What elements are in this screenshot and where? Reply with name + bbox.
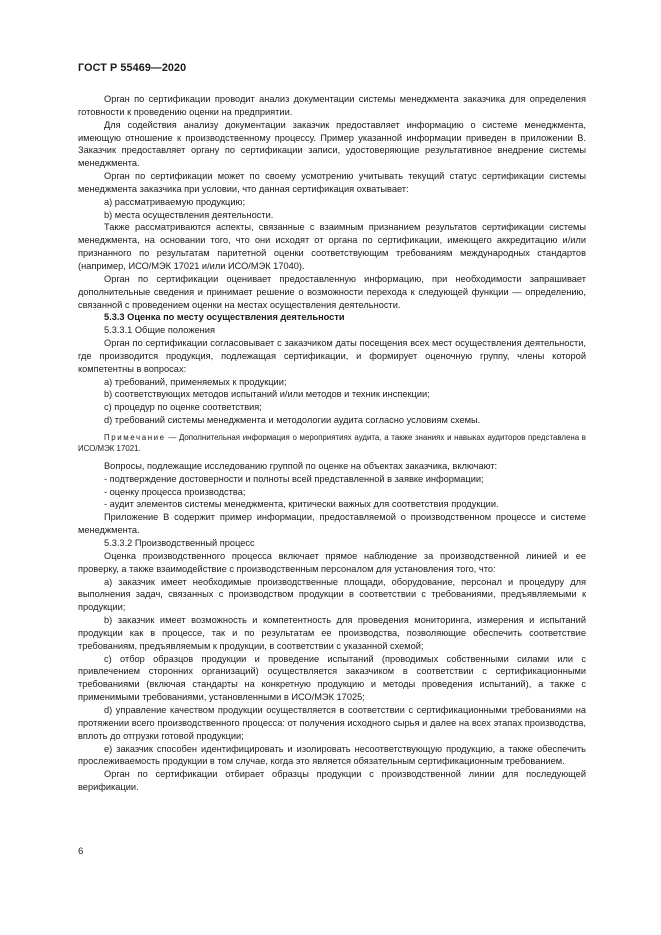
paragraph: Для содействия анализу документации заказчик предоставляет информацию о системе менеджмента, имеющую отношение к производственному процессу. Пример указанной информации приведен в приложении В. Заказчик предоставляет органу по сертификации записи, удостоверяющие результативное внедрение системы менеджмента. [78, 119, 586, 169]
list-item: e) заказчик способен идентифицировать и изолировать несоответствующую продукцию, а также обеспечить прослеживаемость продукции в том случае, когда это является обязательным сертификационным требованием. [78, 743, 586, 767]
page-number: 6 [78, 846, 84, 857]
paragraph: Орган по сертификации проводит анализ документации системы менеджмента заказчика для определения готовности к проведению оценки на предприятии. [78, 94, 586, 117]
list-item: c) отбор образцов продукции и проведение испытаний (проводимых собственными силами или с привлечением сторонних организаций) осуществляется заказчиком в соответствии с сертификационными требованиями (включая стандарты на конкретную продукцию и методы проведения испытаний), а также с применимыми требованиями, установленными в ИСО/МЭК 17025; [78, 653, 586, 703]
paragraph: Вопросы, подлежащие исследованию группой по оценке на объектах заказчика, включают: [104, 460, 498, 471]
note-label: Примечание [104, 432, 166, 442]
list-item: d) требований системы менеджмента и методологии аудита согласно условиям схемы. [104, 415, 481, 426]
subsection-heading: 5.3.3.1 Общие положения [104, 325, 215, 336]
note-text: — Дополнительная информация о мероприятиях аудита, а также знаниях и навыках аудиторов представлена в ИСО/МЭК 17021. [78, 432, 586, 453]
paragraph: Орган по сертификации может по своему усмотрению учитывать текущий статус сертификации системы менеджмента заказчика при условии, что данная сертификация охватывает: [78, 171, 586, 194]
list-item: - аудит элементов системы менеджмента, критически важных для соответствия продукции. [104, 499, 499, 510]
document-code-header: ГОСТ Р 55469—2020 [78, 62, 187, 74]
note [78, 432, 586, 454]
list-item: d) управление качеством продукции осуществляется в соответствии с сертификационными требованиями на протяжении всего производственного процесса: от получения исходного сырья и далее на всех этапах производства, вплоть до отгрузки готовой продукции; [78, 704, 586, 741]
list-item: - оценку процесса производства; [104, 486, 246, 497]
list-item: a) заказчик имеет необходимые производственные площади, оборудование, персонал и процедуру для выполнения задач, связанных с производством продукции в соответствии с требованиями, предъявляемыми к продукции; [78, 576, 586, 613]
paragraph: Орган по сертификации отбирает образцы продукции с производственной линии для последующей верификации. [78, 769, 586, 793]
paragraph: Приложение В содержит пример информации, предоставляемой о производственном процессе и системе менеджмента. [78, 512, 586, 536]
section-heading: 5.3.3 Оценка по месту осуществления деятельности [104, 312, 345, 323]
paragraph: Орган по сертификации оценивает предоставленную информацию, при необходимости запрашивает дополнительные сведения и принимает решение о возможности перехода к следующей функции — определению, связанной с проведением оценки на местах осуществления деятельности. [78, 273, 586, 310]
document-body [78, 93, 586, 794]
list-item: a) требований, применяемых к продукции; [104, 376, 287, 387]
list-item: b) заказчик имеет возможность и компетентность для проведения мониторинга, измерения и испытаний продукции как в процессе, так и по результатам ее производства, позволяющие обеспечить соответствие требованиям, предъявляемым к продукции, в соответствии с указанной схемой; [78, 615, 586, 651]
list-item: - подтверждение достоверности и полноты всей представленной в заявке информации; [104, 473, 484, 484]
paragraph: Также рассматриваются аспекты, связанные с взаимным признанием результатов сертификации системы менеджмента, на основании того, что они исходят от органа по сертификации, имеющего аккредитацию и/или признанного по результатам паритетной оценки соответствующим требованиям международных стандартов (например, ИСО/МЭК 17021 и/или ИСО/МЭК 17040). [78, 222, 586, 271]
paragraph: Оценка производственного процесса включает прямое наблюдение за производственной линией и ее проверку, а также взаимодействие с производственным персоналом для установления того, что: [78, 550, 586, 574]
list-item: b) соответствующих методов испытаний и/или методов и техник инспекции; [104, 389, 430, 400]
list-item: c) процедур по оценке соответствия; [104, 402, 262, 413]
subsection-heading: 5.3.3.2 Производственный процесс [104, 538, 255, 548]
list-item: a) рассматриваемую продукцию; [104, 196, 246, 207]
list-item: b) места осуществления деятельности. [104, 209, 274, 220]
paragraph: Орган по сертификации согласовывает с заказчиком даты посещения всех мест осуществления деятельности, где производится продукция, подлежащая сертификации, и формирует оценочную группу, члены которой компетентны в вопросах: [78, 338, 586, 374]
